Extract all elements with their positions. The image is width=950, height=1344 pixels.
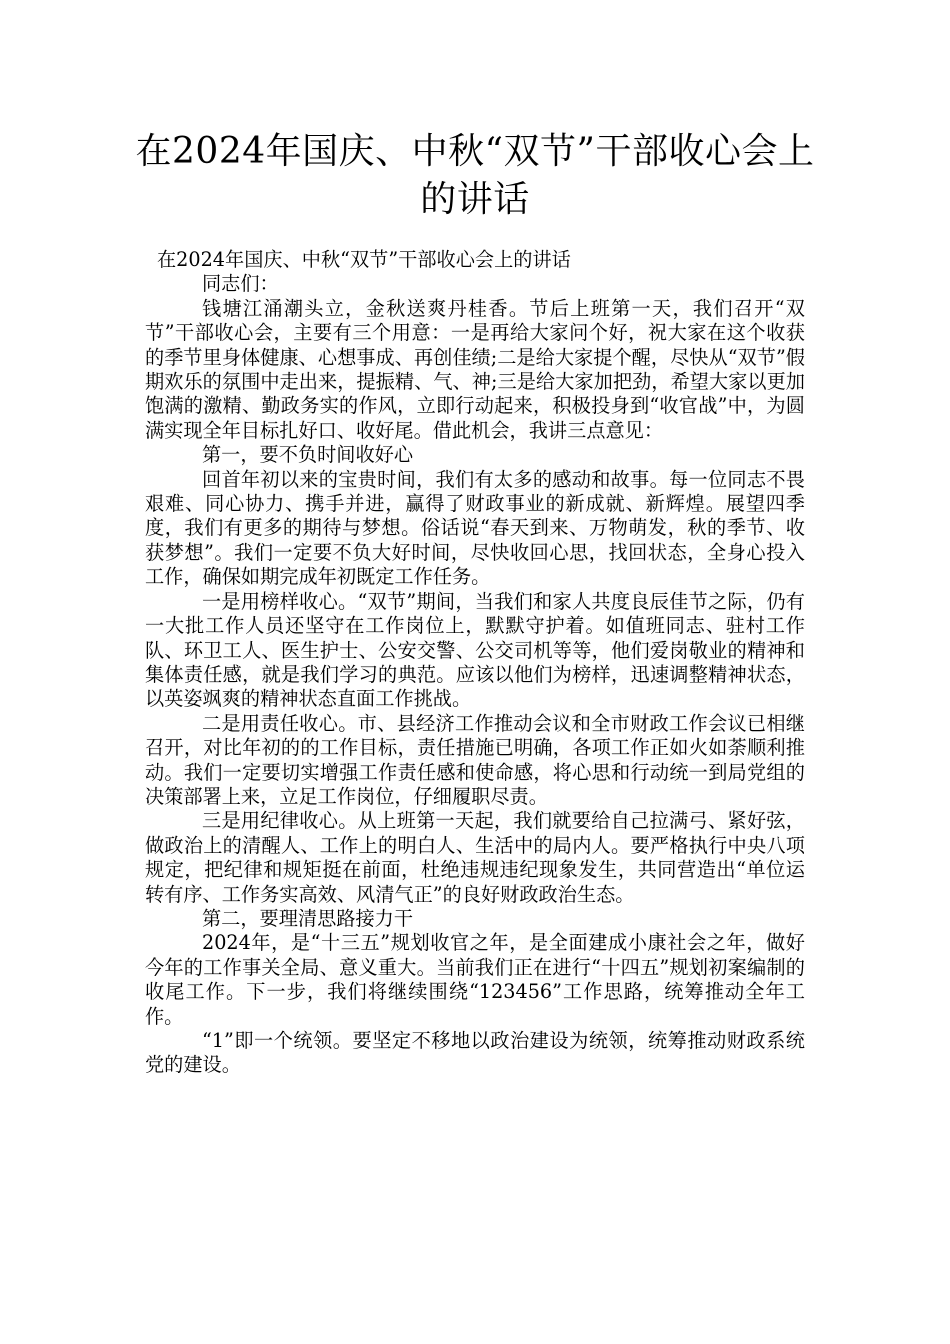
- section-heading-2: 第二，要理清思路接力干: [202, 906, 414, 930]
- body-paragraph-role-models: 一是用榜样收心。“双节”期间，当我们和家人共度良辰佳节之际，仍有一大批工作人员还坚守在工作岗位上，默默守护着。如值班同志、驻村工作队、环卫工人、医生护士、公安交警、公交司机等等，他们爱岗敬业的精神和集体责任感，就是我们学习的典范。应该以他们为榜样，迅速调整精神状态，以英姿飒爽的精神状态直面工作挑战。: [145, 589, 805, 711]
- body-paragraph-section-1: 回首年初以来的宝贵时间，我们有太多的感动和故事。每一位同志不畏艰难、同心协力、携手并进，赢得了财政事业的新成就、新辉煌。展望四季度，我们有更多的期待与梦想。俗话说“春天到来、万物萌发，秋的季节、收获梦想”。我们一定要不负大好时间，尽快收回心思，找回状态，全身心投入工作，确保如期完成年初既定工作任务。: [145, 467, 805, 589]
- section-heading-1: 第一，要不负时间收好心: [202, 443, 414, 467]
- body-paragraph-section-2: 2024年，是“十三五”规划收官之年，是全面建成小康社会之年，做好今年的工作事关全局、意义重大。当前我们正在进行“十四五”规划初案编制的收尾工作。下一步，我们将继续围绕“123456”工作思路，统筹推动全年工作。: [145, 931, 805, 1028]
- document-body: [145, 248, 805, 1078]
- body-paragraph-responsibility: 二是用责任收心。市、县经济工作推动会议和全市财政工作会议已相继召开，对比年初的的工作目标，责任措施已明确，各项工作正如火如荼顺利推动。我们一定要切实增强工作责任感和使命感，将心思和行动统一到局党组的决策部署上来，立足工作岗位，仔细履职尽责。: [145, 711, 805, 808]
- repeated-title-line: 在2024年国庆、中秋“双节”干部收心会上的讲话: [157, 248, 571, 271]
- body-paragraph-point-1: “1”即一个统领。要坚定不移地以政治建设为统领，统筹推动财政系统党的建设。: [145, 1029, 805, 1077]
- body-paragraph-intro: 钱塘江涌潮头立，金秋送爽丹桂香。节后上班第一天，我们召开“双节”干部收心会，主要有三个用意：一是再给大家问个好，祝大家在这个收获的季节里身体健康、心想事成、再创佳绩;二是给大家提个醒，尽快从“双节”假期欢乐的氛围中走出来，提振精、气、神;三是给大家加把劲，希望大家以更加饱满的激精、勤政务实的作风，立即行动起来，积极投身到“收官战”中，为圆满实现全年目标扎好口、收好尾。借此机会，我讲三点意见：: [145, 296, 805, 442]
- document-title: 在2024年国庆、中秋“双节”干部收心会上的讲话: [135, 131, 815, 220]
- salutation: 同志们：: [202, 272, 279, 296]
- body-paragraph-discipline: 三是用纪律收心。从上班第一天起，我们就要给自己拉满弓、紧好弦，做政治上的清醒人、工作上的明白人、生活中的局内人。要严格执行中央八项规定，把纪律和规矩挺在前面，杜绝违规违纪现象发生，共同营造出“单位运转有序、工作务实高效、风清气正”的良好财政政治生态。: [145, 809, 805, 906]
